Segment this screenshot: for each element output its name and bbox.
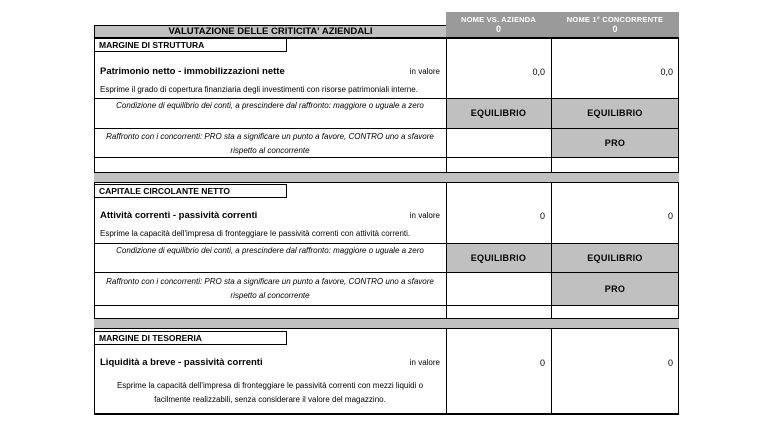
grid-line [94,98,679,99]
section-title-box [94,331,287,345]
condition-status-competitor[interactable]: EQUILIBRIO [551,98,679,128]
metric-label: Liquidità a breve - passività correnti [100,357,263,368]
metric-value-competitor[interactable]: 0 [667,211,673,221]
grid-line [94,272,679,273]
metric-description-line1: Esprime la capacità dell'impresa di fronteggiare le passività correnti con mezzi liquidi o [116,381,424,390]
metric-description: Esprime la capacità dell'impresa di fronteggiare le passività correnti con attività correnti. [100,229,411,238]
grid-line [94,243,679,244]
column-header-company-label: NOME VS. AZIENDA [460,14,536,24]
condition-note: Condizione di equilibrio dei conti, a prescindere dal raffronto: maggiore o uguale a zero [116,246,424,255]
condition-status-competitor[interactable]: EQUILIBRIO [551,243,679,272]
grid-line [678,37,679,415]
grid-line [446,37,447,415]
grid-line [94,25,95,415]
separator-band [94,172,679,183]
comparison-note-line1: Raffronto con i concorrenti: PRO sta a significare un punto a favore, CONTRO uno a sfavore [106,277,434,286]
metric-description-line2: facilmente realizzabili, senza considerare il valore del magazzino. [154,395,386,404]
metric-value-company[interactable]: 0 [539,211,545,221]
column-header-competitor[interactable] [551,12,679,37]
condition-note: Condizione di equilibrio dei conti, a prescindere dal raffronto: maggiore o uguale a zero [116,101,424,110]
metric-value-company[interactable]: 0,0 [532,67,545,77]
metric-label: Patrimonio netto - immobilizzazioni nette [100,66,285,77]
comparison-result-competitor[interactable]: PRO [551,272,679,305]
comparison-note-line2: rispetto al concorrente [230,291,310,300]
column-header-company[interactable] [446,12,551,37]
comparison-result-company[interactable] [446,272,551,305]
comparison-note-line1: Raffronto con i concorrenti: PRO sta a significare un punto a favore, CONTRO uno a sfavore [106,132,434,141]
grid-line [94,157,679,158]
condition-status-company[interactable]: EQUILIBRIO [446,243,551,272]
metric-value-company[interactable]: 0 [539,358,545,368]
metric-unit: in valore [409,67,440,76]
comparison-result-company[interactable] [446,128,551,157]
comparison-note-line2: rispetto al concorrente [230,146,310,155]
separator-band [94,318,679,329]
metric-unit: in valore [409,358,440,367]
metric-row [100,66,440,78]
section-title: MARGINE DI STRUTTURA [99,40,205,50]
column-header-competitor-value[interactable]: 0 [612,23,618,34]
metric-value-competitor[interactable]: 0 [667,358,673,368]
metric-label: Attività correnti - passività correnti [100,210,258,221]
grid-line [94,128,679,129]
grid-line [94,413,679,415]
section-title: CAPITALE CIRCOLANTE NETTO [99,186,230,196]
grid-line [551,37,552,415]
metric-value-competitor[interactable]: 0,0 [660,67,673,77]
column-header-competitor-label: NOME 1° CONCORRENTE [566,14,664,24]
condition-status-company[interactable]: EQUILIBRIO [446,98,551,128]
metric-description: Esprime il grado di copertura finanziaria degli investimenti con risorse patrimoniali interne. [100,85,418,94]
metric-row [100,210,440,222]
report-title-bar [94,25,446,37]
column-header-company-value[interactable]: 0 [495,23,501,34]
comparison-result-competitor[interactable]: PRO [551,128,679,157]
section-title-box [94,184,287,198]
metric-unit: in valore [409,211,440,220]
section-title: MARGINE DI TESORERIA [99,333,202,343]
report-title: VALUTAZIONE DELLE CRITICITA' AZIENDALI [168,26,373,37]
grid-line [94,305,679,306]
section-title-box [94,38,287,52]
metric-row [100,357,440,369]
